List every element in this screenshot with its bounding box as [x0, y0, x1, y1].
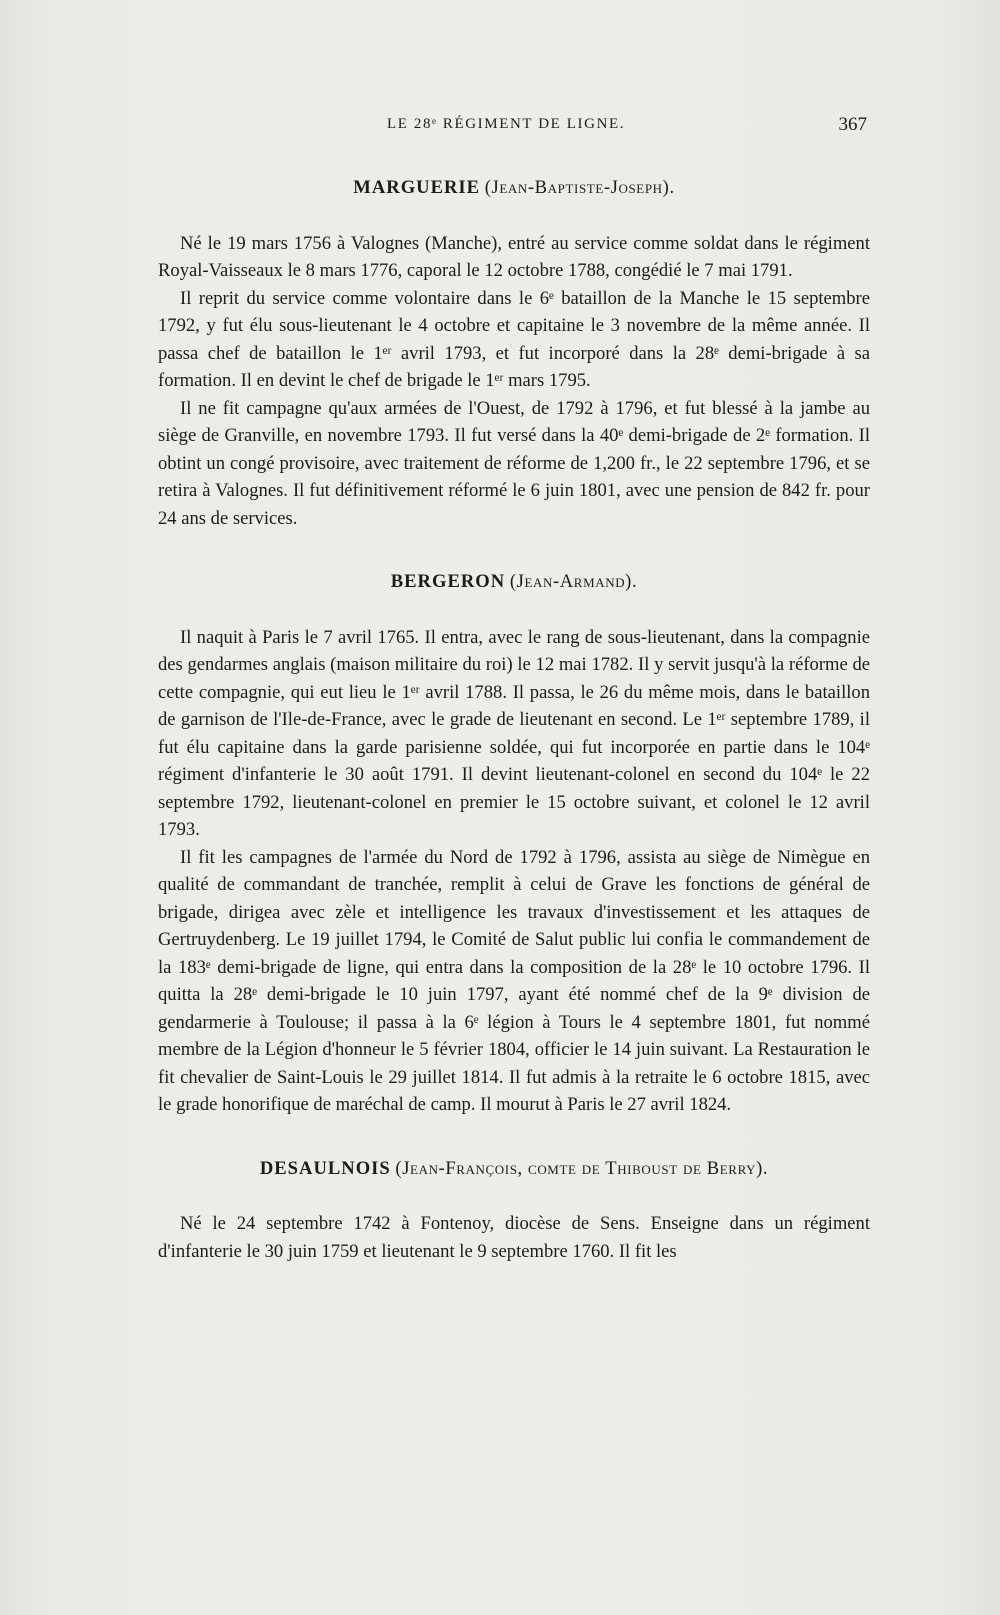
- paragraph: Né le 24 septembre 1742 à Fontenoy, diocèse de Sens. Enseigne dans un régiment d'infanterie le 30 juin 1759 et lieutenant le 9 septembre 1760. Il fit les: [158, 1213, 870, 1262]
- entry-given-names: (Jean-François, comte de Thiboust de Berry).: [395, 1157, 769, 1179]
- page-body: [158, 177, 870, 1301]
- entry-bergeron: [158, 568, 870, 1119]
- running-title: LE 28ᵉ RÉGIMENT DE LIGNE.: [387, 116, 626, 132]
- page-header: [155, 114, 867, 144]
- entry-name: BERGERON: [390, 571, 506, 592]
- paragraph: Il naquit à Paris le 7 avril 1765. Il entra, avec le rang de sous-lieutenant, dans la compagnie des gendarmes anglais (maison militaire du roi) le 12 mai 1782. Il y servit jusqu'à la réforme de cette compagnie, qui eut lieu le 1ᵉʳ avril 1788. Il passa, le 26 du même mois, dans le bataillon de garnison de l'Ile-de-France, avec le grade de lieutenant en second. Le 1ᵉʳ septembre 1789, il fut élu capitaine dans la garde parisienne soldée, qui fut incorporée en partie dans le 104ᵉ régiment d'infanterie le 30 août 1791. Il devint lieutenant-colonel en second du 104ᵉ le 22 septembre 1792, lieutenant-colonel en premier le 15 octobre suivant, et colonel le 12 avril 1793.: [158, 626, 870, 840]
- paragraph: Né le 19 mars 1756 à Valognes (Manche), entré au service comme soldat dans le régiment Royal-Vaisseaux le 8 mars 1776, caporal le 12 octobre 1788, congédié le 7 mai 1791.: [158, 232, 870, 281]
- entry-given-names: (Jean-Armand).: [509, 571, 638, 592]
- paragraph: Il fit les campagnes de l'armée du Nord de 1792 à 1796, assista au siège de Nimègue en qualité de commandant de tranchée, remplit à celui de Grave les fonctions de général de brigade, dirigea avec zèle et intelligence les travaux d'investissement et les attaques de Gertruydenberg. Le 19 juillet 1794, le Comité de Salut public lui confia le commandement de la 183ᵉ demi-brigade de ligne, qui entra dans la composition de la 28ᵉ le 10 octobre 1796. Il quitta la 28ᵉ demi-brigade le 10 juin 1797, ayant été nommé chef de la 9ᵉ division de gendarmerie à Toulouse; il passa à la 6ᵉ légion à Tours le 4 septembre 1801, fut nommé membre de la Légion d'honneur le 5 février 1804, officier le 14 juin suivant. La Restauration le fit chevalier de Saint-Louis le 29 juillet 1814. Il fut admis à la retraite le 6 octobre 1815, avec le grade honorifique de maréchal de camp. Il mourut à Paris le 27 avril 1824.: [158, 846, 870, 1115]
- entry-heading: [158, 1155, 870, 1183]
- entry-given-names: (Jean-Baptiste-Joseph).: [484, 177, 675, 198]
- entry-heading: [158, 174, 870, 202]
- entry-marguerie: [158, 174, 870, 532]
- entry-desaulnois: [158, 1155, 870, 1266]
- entry-name: MARGUERIE: [353, 177, 481, 198]
- entry-name: DESAULNOIS: [259, 1157, 391, 1179]
- entry-heading: [158, 568, 870, 596]
- paragraph: Il reprit du service comme volontaire dans le 6ᵉ bataillon de la Manche le 15 septembre 1792, y fut élu sous-lieutenant le 4 octobre et capitaine le 3 novembre de la même année. Il passa chef de bataillon le 1ᵉʳ avril 1793, et fut incorporé dans la 28ᵉ demi-brigade à sa formation. Il en devint le chef de brigade le 1ᵉʳ mars 1795.: [158, 287, 870, 391]
- page-number: 367: [838, 114, 867, 135]
- paragraph: Il ne fit campagne qu'aux armées de l'Ouest, de 1792 à 1796, et fut blessé à la jambe au siège de Granville, en novembre 1793. Il fut versé dans la 40ᵉ demi-brigade de 2ᵉ formation. Il obtint un congé provisoire, avec traitement de réforme de 1,200 fr., le 22 septembre 1796, et se retira à Valognes. Il fut définitivement réformé le 6 juin 1801, avec une pension de 842 fr. pour 24 ans de services.: [158, 397, 870, 529]
